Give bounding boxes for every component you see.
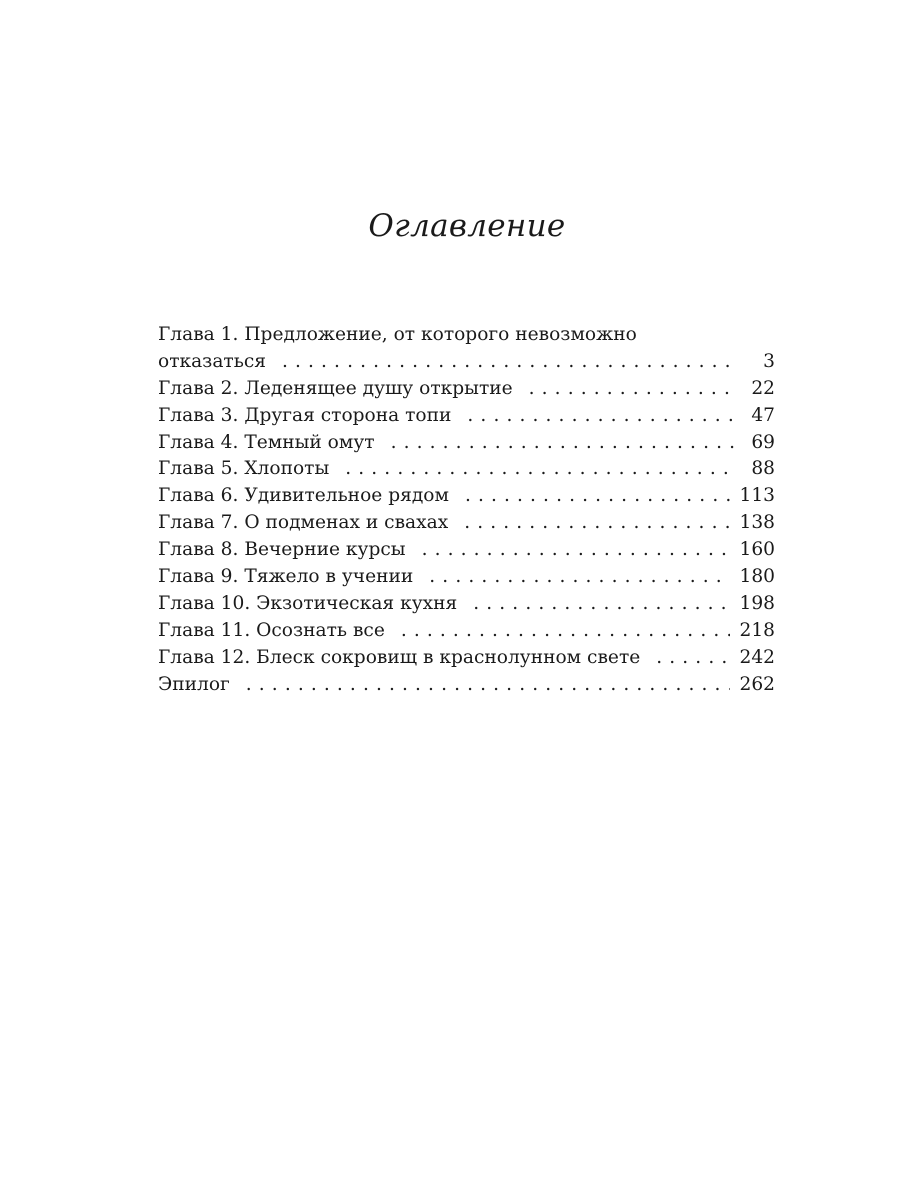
toc-entry-text: Глава 8. Вечерние курсы: [158, 539, 406, 561]
toc-entry-chapter-7: [158, 510, 775, 537]
toc-entry-epilogue: [158, 672, 775, 699]
toc-page-number: 69: [751, 431, 775, 453]
toc-page-number: 198: [739, 592, 775, 614]
toc-entry-text: Глава 5. Хлопоты: [158, 458, 330, 480]
toc-entry-chapter-5: [158, 456, 775, 483]
dot-leader: [467, 403, 735, 430]
toc-entry-text: отказаться: [158, 350, 266, 372]
toc-entry-chapter-9: [158, 564, 775, 591]
toc-entry-text: Глава 11. Осознать все: [158, 619, 385, 641]
dot-leader: [422, 537, 730, 564]
toc-page-number: 22: [751, 377, 775, 399]
toc-entry-text: Эпилог: [158, 673, 230, 695]
toc-page-number: 47: [751, 404, 775, 426]
table-of-contents: [158, 322, 775, 698]
dot-leader: [465, 483, 730, 510]
dot-leader: [282, 349, 735, 376]
toc-page-number: 160: [739, 539, 775, 561]
toc-page-number: 138: [739, 512, 775, 534]
dot-leader: [656, 645, 729, 672]
dot-leader: [464, 510, 729, 537]
toc-page-number: 3: [763, 350, 775, 372]
toc-entry-text: Глава 12. Блеск сокровищ в краснолунном свете: [158, 646, 641, 668]
page-title: Оглавление: [368, 208, 566, 244]
toc-entry-text-line1: Глава 1. Предложение, от которого невозможно: [158, 324, 637, 345]
toc-entry-chapter-10: [158, 591, 775, 618]
toc-entry-text: Глава 3. Другая сторона топи: [158, 404, 452, 426]
dot-leader: [345, 456, 735, 483]
toc-entry-chapter-2: [158, 376, 775, 403]
toc-entry-chapter-4: [158, 430, 775, 457]
toc-entry-chapter-3: [158, 403, 775, 430]
dot-leader: [246, 672, 730, 699]
toc-page-number: 88: [751, 458, 775, 480]
toc-entry-text: Глава 2. Леденящее душу открытие: [158, 377, 513, 399]
dot-leader: [529, 376, 735, 403]
dot-leader: [473, 591, 729, 618]
dot-leader: [401, 618, 730, 645]
toc-entry-text: Глава 10. Экзотическая кухня: [158, 592, 458, 614]
dot-leader: [429, 564, 729, 591]
dot-leader: [391, 430, 735, 457]
toc-page-number: 242: [739, 646, 775, 668]
toc-entry-text: Глава 6. Удивительное рядом: [158, 485, 449, 507]
toc-entry-text: Глава 9. Тяжело в учении: [158, 566, 414, 588]
toc-entry-chapter-11: [158, 618, 775, 645]
toc-entry-chapter-6: [158, 483, 775, 510]
toc-page-number: 262: [739, 673, 775, 695]
toc-page-number: 180: [739, 566, 775, 588]
toc-page-number: 218: [739, 619, 775, 641]
toc-entry-chapter-12: [158, 645, 775, 672]
toc-entry-text: Глава 7. О подменах и свахах: [158, 512, 449, 534]
toc-entry-text: Глава 4. Темный омут: [158, 431, 375, 453]
toc-entry-chapter-8: [158, 537, 775, 564]
toc-entry-chapter-1: [158, 322, 775, 376]
toc-page-number: 113: [739, 485, 775, 507]
